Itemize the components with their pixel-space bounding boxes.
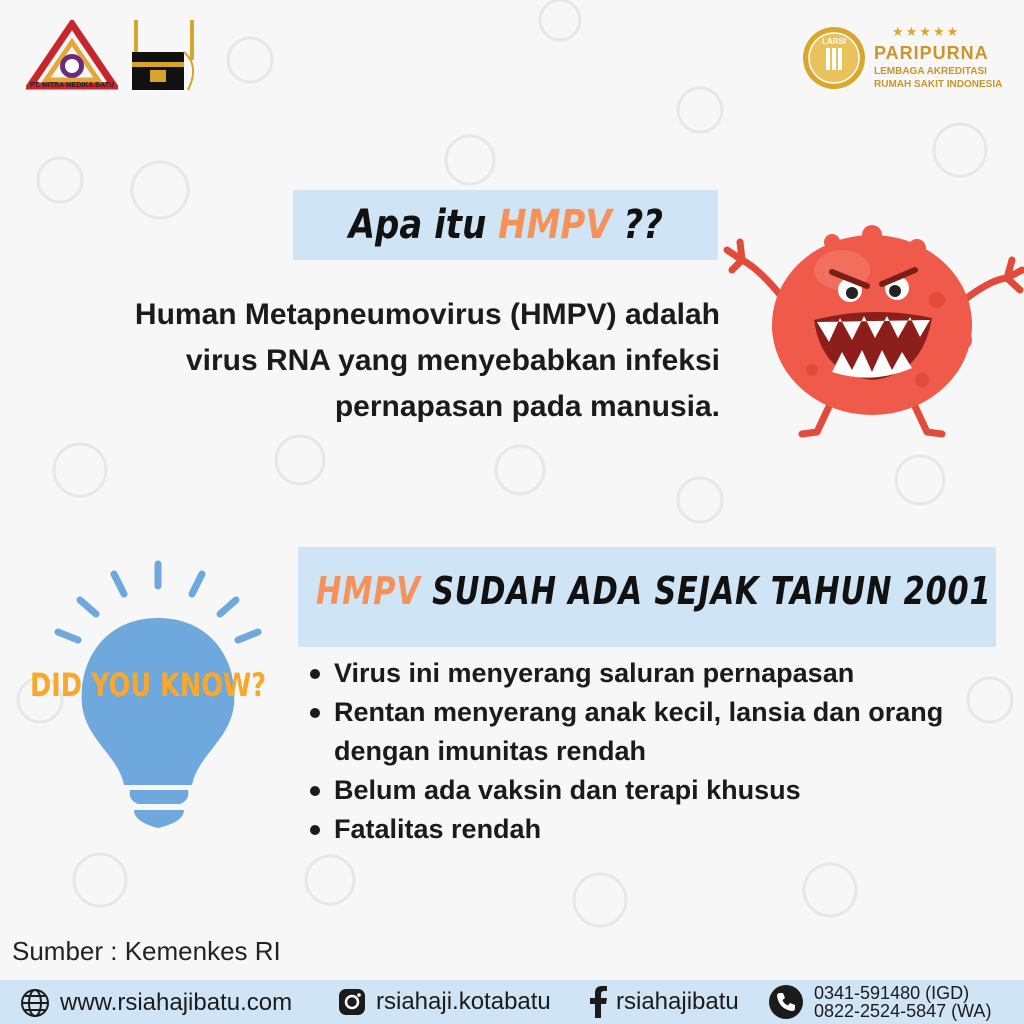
footer-website[interactable] — [20, 988, 292, 1018]
footer-phone[interactable] — [768, 984, 991, 1020]
accreditation-line1: LEMBAGA AKREDITASI — [874, 66, 987, 77]
larsi-seal-icon — [802, 26, 866, 90]
list-item: Rentan menyerang anak kecil, lansia dan orang dengan imunitas rendah — [306, 693, 1016, 771]
did-you-know-badge: DID YOU KNOW? — [30, 666, 267, 704]
footer-instagram[interactable] — [338, 988, 551, 1016]
angry-virus-monster-icon — [722, 200, 1024, 445]
instagram-icon — [338, 988, 366, 1016]
facebook-icon — [588, 986, 608, 1018]
list-item: Belum ada vaksin dan terapi khusus — [306, 771, 1016, 810]
kaaba-hospital-logo-icon — [128, 16, 200, 94]
instagram-text: rsiahaji.kotabatu — [376, 988, 551, 1015]
title-highlight: HMPV — [497, 202, 612, 248]
section2-heading: HMPV SUDAH ADA SEJAK TAHUN 2001 — [316, 569, 992, 613]
website-text: www.rsiahajibatu.com — [60, 989, 293, 1016]
accreditation-stars: ★★★★★ — [892, 24, 961, 39]
section1-title: Apa itu HMPV ?? — [348, 202, 663, 248]
section1-description — [20, 292, 720, 430]
description-line: virus RNA yang menyebabkan infeksi — [185, 344, 720, 377]
section1-title-box — [293, 190, 718, 260]
facebook-text: rsiahajibatu — [616, 988, 739, 1015]
phone-wa: 0822-2524-5847 (WA) — [814, 1001, 992, 1021]
facts-list — [306, 654, 1016, 849]
list-item: Virus ini menyerang saluran pernapasan — [306, 654, 1016, 693]
list-item: Fatalitas rendah — [306, 810, 1016, 849]
source-note: Sumber : Kemenkes RI — [12, 936, 281, 966]
phone-igd: 0341-591480 (IGD) — [814, 983, 970, 1003]
footer-facebook[interactable] — [588, 986, 739, 1018]
globe-icon — [20, 988, 50, 1018]
description-line: pernapasan pada manusia. — [334, 390, 720, 423]
accreditation-title: PARIPURNA — [874, 43, 989, 63]
accreditation-line2: RUMAH SAKIT INDONESIA — [874, 79, 1003, 90]
description-line: Human Metapneumovirus (HMPV) adalah — [134, 298, 720, 331]
footer-contact-bar — [0, 980, 1024, 1024]
phone-icon — [768, 984, 804, 1020]
section2-heading-box — [298, 547, 996, 647]
larsi-seal-label: LARSI — [822, 37, 846, 46]
heading-highlight: HMPV — [316, 569, 421, 613]
mitra-medika-name: PT. MITRA MEDIKA BATU — [29, 82, 115, 89]
